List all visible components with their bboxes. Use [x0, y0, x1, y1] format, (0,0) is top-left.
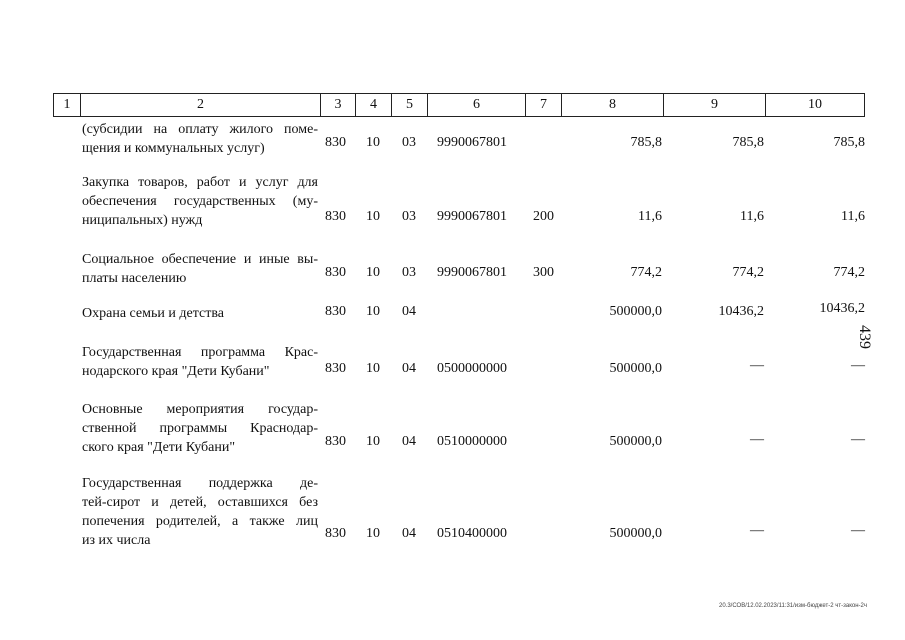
header-col-10: 10	[765, 94, 865, 116]
row-description: Государственная программа Крас- нодарского края "Дети Кубани"	[82, 345, 318, 379]
cell-col-5: 04	[402, 434, 416, 449]
cell-col-8: 500000,0	[609, 361, 662, 376]
cell-col-5: 03	[402, 209, 416, 224]
cell-col-10: 785,8	[833, 135, 865, 150]
cell-col-7: 200	[533, 209, 554, 224]
cell-col-6: 9990067801	[437, 265, 507, 280]
cell-col-9: —	[750, 358, 764, 373]
cell-col-5: 03	[402, 265, 416, 280]
header-col-5: 5	[391, 94, 427, 116]
cell-col-9: 10436,2	[718, 304, 764, 319]
cell-col-8: 774,2	[630, 265, 662, 280]
row-description: (субсидии на оплату жилого поме- щения и коммунальных услуг)	[82, 122, 318, 156]
cell-col-9: 774,2	[732, 265, 764, 280]
page-number: 439	[856, 325, 873, 349]
cell-col-3: 830	[325, 361, 346, 376]
cell-col-8: 500000,0	[609, 304, 662, 319]
header-col-2: 2	[80, 94, 320, 116]
cell-col-3: 830	[325, 526, 346, 541]
footer-filename: 20.3/СОВ/12.02.2023/11:31/изм-бюджет-2 чт-закон-2ч	[718, 603, 867, 609]
cell-col-8: 500000,0	[609, 434, 662, 449]
cell-col-4: 10	[366, 265, 380, 280]
cell-col-10: —	[851, 358, 865, 373]
cell-col-5: 04	[402, 526, 416, 541]
cell-col-4: 10	[366, 304, 380, 319]
cell-col-10: 10436,2	[819, 301, 865, 316]
cell-col-5: 04	[402, 361, 416, 376]
header-col-1: 1	[53, 94, 80, 116]
cell-col-6: 9990067801	[437, 135, 507, 150]
cell-col-4: 10	[366, 209, 380, 224]
cell-col-5: 03	[402, 135, 416, 150]
cell-col-9: —	[750, 523, 764, 538]
table-header	[53, 93, 865, 117]
cell-col-3: 830	[325, 434, 346, 449]
cell-col-10: —	[851, 432, 865, 447]
cell-col-6: 0510000000	[437, 434, 507, 449]
header-col-7: 7	[525, 94, 561, 116]
header-col-9: 9	[663, 94, 765, 116]
header-col-6: 6	[427, 94, 525, 116]
row-description: Основные мероприятия государ- ственной программы Краснодар- ского края "Дети Кубани"	[82, 402, 318, 455]
cell-col-3: 830	[325, 265, 346, 280]
cell-col-10: 774,2	[833, 265, 865, 280]
cell-col-9: 11,6	[740, 209, 764, 224]
cell-col-9: 785,8	[732, 135, 764, 150]
cell-col-3: 830	[325, 209, 346, 224]
cell-col-4: 10	[366, 361, 380, 376]
row-description: Социальное обеспечение и иные вы- платы населению	[82, 252, 318, 286]
cell-col-6: 9990067801	[437, 209, 507, 224]
cell-col-6: 0500000000	[437, 361, 507, 376]
cell-col-4: 10	[366, 434, 380, 449]
cell-col-8: 785,8	[630, 135, 662, 150]
cell-col-10: 11,6	[841, 209, 865, 224]
cell-col-9: —	[750, 432, 764, 447]
cell-col-4: 10	[366, 135, 380, 150]
row-description: Охрана семьи и детства	[82, 306, 224, 321]
cell-col-3: 830	[325, 135, 346, 150]
row-description: Закупка товаров, работ и услуг для обеспечения государственных (му- ниципальных) нужд	[82, 175, 318, 228]
header-col-3: 3	[320, 94, 355, 116]
cell-col-4: 10	[366, 526, 380, 541]
cell-col-6: 0510400000	[437, 526, 507, 541]
cell-col-7: 300	[533, 265, 554, 280]
row-description: Государственная поддержка де- тей-сирот и детей, оставшихся без попечения родителей, а также лиц из их числа	[82, 476, 318, 548]
cell-col-8: 500000,0	[609, 526, 662, 541]
header-col-4: 4	[355, 94, 391, 116]
cell-col-8: 11,6	[638, 209, 662, 224]
cell-col-10: —	[851, 523, 865, 538]
cell-col-5: 04	[402, 304, 416, 319]
cell-col-3: 830	[325, 304, 346, 319]
header-col-8: 8	[561, 94, 663, 116]
